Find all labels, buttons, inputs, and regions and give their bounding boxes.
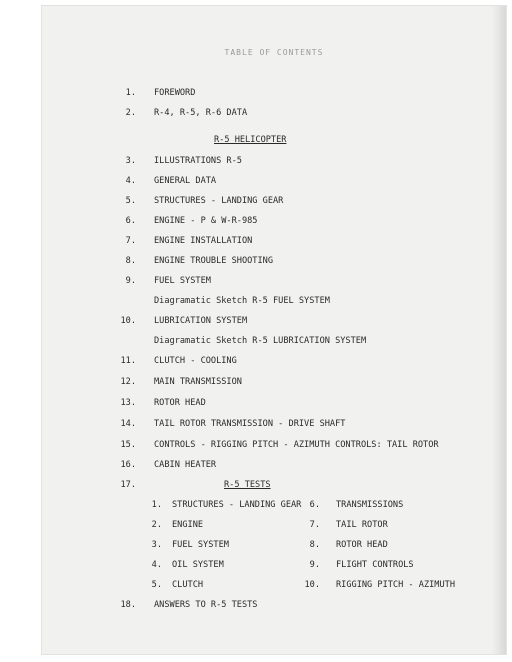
item-number: 15. <box>120 440 136 450</box>
item-number: 11. <box>120 356 136 366</box>
test-number: 2. <box>151 520 162 530</box>
test-text: FUEL SYSTEM <box>172 540 229 550</box>
item-text: CABIN HEATER <box>154 460 217 470</box>
item-text: GENERAL DATA <box>154 176 217 186</box>
test-text: TRANSMISSIONS <box>336 500 404 510</box>
item-text: FOREWORD <box>154 88 196 98</box>
item-number: 10. <box>120 316 136 326</box>
test-number: 7. <box>309 520 320 530</box>
section-heading-helicopter: R-5 HELICOPTER <box>214 135 287 145</box>
document-page <box>42 6 506 654</box>
item-number: 2. <box>125 108 136 118</box>
page-title: TABLE OF CONTENTS <box>224 48 324 57</box>
item-text: ENGINE - P & W-R-985 <box>154 216 258 226</box>
test-text: RIGGING PITCH - AZIMUTH <box>336 580 455 590</box>
item-text: ENGINE INSTALLATION <box>154 236 253 246</box>
item-number: 3. <box>125 156 136 166</box>
item-text: CONTROLS - RIGGING PITCH - AZIMUTH CONTROLS: TAIL ROTOR <box>154 440 439 450</box>
item-number: 9. <box>125 276 136 286</box>
item-text: ANSWERS TO R-5 TESTS <box>154 600 258 610</box>
test-number: 6. <box>309 500 320 510</box>
item-number: 8. <box>125 256 136 266</box>
test-text: STRUCTURES - LANDING GEAR <box>172 500 302 510</box>
test-number: 9. <box>309 560 320 570</box>
item-text: STRUCTURES - LANDING GEAR <box>154 196 284 206</box>
item-text: TAIL ROTOR TRANSMISSION - DRIVE SHAFT <box>154 419 346 429</box>
item-number: 6. <box>125 216 136 226</box>
item-text: LUBRICATION SYSTEM <box>154 316 248 326</box>
section-heading-tests: R-5 TESTS <box>224 480 271 490</box>
item-number: 18. <box>120 600 136 610</box>
test-text: TAIL ROTOR <box>336 520 388 530</box>
test-number: 5. <box>151 580 162 590</box>
item-number: 7. <box>125 236 136 246</box>
test-number: 10. <box>304 580 320 590</box>
test-text: ENGINE <box>172 520 204 530</box>
item-text: ILLUSTRATIONS R-5 <box>154 156 242 166</box>
item-text: ENGINE TROUBLE SHOOTING <box>154 256 273 266</box>
test-text: OIL SYSTEM <box>172 560 224 570</box>
test-text: ROTOR HEAD <box>336 540 388 550</box>
item-number: 4. <box>125 176 136 186</box>
test-number: 1. <box>151 500 162 510</box>
test-text: CLUTCH <box>172 580 204 590</box>
item-number: 5. <box>125 196 136 206</box>
item-text: ROTOR HEAD <box>154 398 206 408</box>
test-number: 4. <box>151 560 162 570</box>
test-number: 3. <box>151 540 162 550</box>
item-number: 1. <box>125 88 136 98</box>
item-number: 13. <box>120 398 136 408</box>
test-number: 8. <box>309 540 320 550</box>
test-text: FLIGHT CONTROLS <box>336 560 414 570</box>
item-text: R-4, R-5, R-6 DATA <box>154 108 248 118</box>
item-number: 12. <box>120 377 136 387</box>
item-number: 16. <box>120 460 136 470</box>
item-subtext: Diagramatic Sketch R-5 FUEL SYSTEM <box>154 296 330 306</box>
item-text: FUEL SYSTEM <box>154 276 211 286</box>
item-number: 17. <box>120 480 136 490</box>
item-text: MAIN TRANSMISSION <box>154 377 242 387</box>
page-edge-shadow <box>492 6 506 654</box>
item-number: 14. <box>120 419 136 429</box>
item-subtext: Diagramatic Sketch R-5 LUBRICATION SYSTEM <box>154 336 367 346</box>
item-text: CLUTCH - COOLING <box>154 356 237 366</box>
